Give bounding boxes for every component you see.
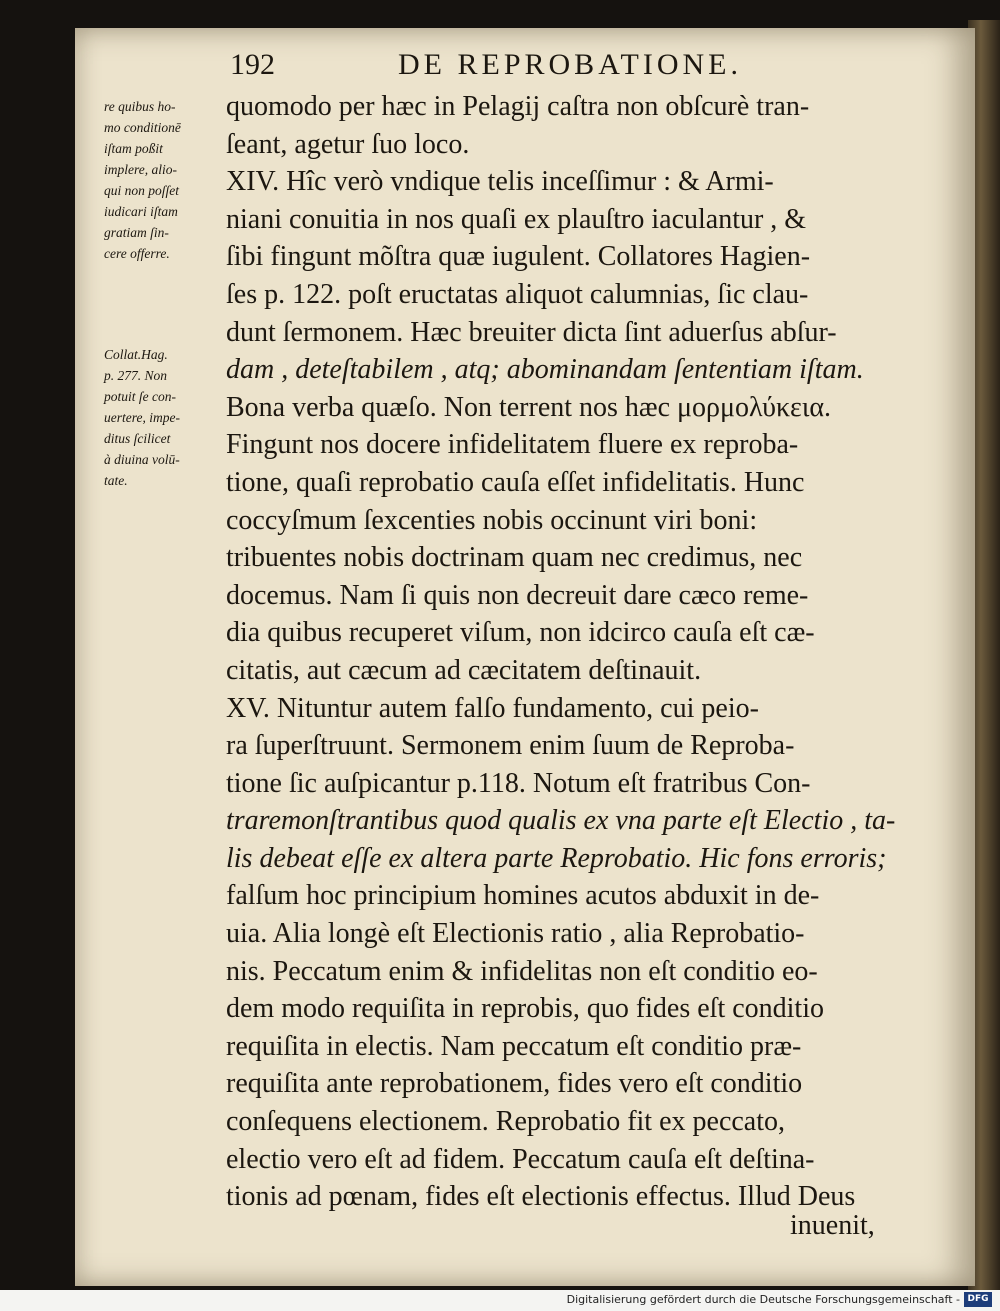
dfg-logo: DFG: [964, 1292, 992, 1307]
margin-note-line: à diuina volū-: [104, 452, 180, 467]
margin-note-line: cere offerre.: [104, 246, 170, 261]
text-line: electio vero eſt ad fidem. Peccatum cauſa eſt deſtina-: [226, 1143, 815, 1175]
text-line: uia. Alia longè eſt Electionis ratio , alia Reprobatio-: [226, 918, 805, 950]
margin-note-2: [104, 344, 214, 491]
text-line: Bona verba quæſo. Non terrent nos hæc μορμολύκεια.: [226, 391, 832, 423]
text-line: coccyſmum ſexcenties nobis occinunt viri boni:: [226, 504, 758, 536]
text-line: dem modo requiſita in reprobis, quo fides eſt conditio: [226, 993, 824, 1025]
margin-note-line: re quibus ho-: [104, 99, 176, 114]
text-line: tionis ad pœnam, fides eſt electionis effectus. Illud Deus: [226, 1181, 856, 1213]
margin-note-line: qui non poſſet: [104, 183, 179, 198]
text-line: citatis, aut cæcum ad cæcitatem deſtinauit.: [226, 654, 702, 686]
margin-note-line: ditus ſcilicet: [104, 431, 171, 446]
margin-note-line: Collat.Hag.: [104, 347, 168, 362]
text-line: XIV. Hîc verò vndique telis inceſſimur : & Armi-: [226, 166, 774, 198]
text-line: niani conuitia in nos quaſi ex plauſtro iaculantur , &: [226, 203, 807, 235]
page-header: [230, 48, 930, 88]
margin-note-line: mo conditionē: [104, 120, 181, 135]
text-line: falſum hoc principium homines acutos abduxit in de-: [226, 880, 820, 912]
margin-note-line: implere, alio-: [104, 162, 177, 177]
text-line: conſequens electionem. Reprobatio fit ex peccato,: [226, 1106, 786, 1138]
margin-note-line: gratiam ſin-: [104, 225, 169, 240]
text-line: nis. Peccatum enim & infidelitas non eſt conditio eo-: [226, 955, 818, 987]
main-text-block: [226, 88, 948, 1216]
text-line: tione ſic auſpicantur p.118. Notum eſt fratribus Con-: [226, 767, 811, 799]
margin-note-1: [104, 96, 214, 264]
text-line: XV. Nituntur autem falſo fundamento, cui peio-: [226, 692, 759, 724]
margin-note-line: potuit ſe con-: [104, 389, 176, 404]
margin-note-line: iſtam poßit: [104, 141, 163, 156]
text-line: quomodo per hæc in Pelagij caſtra non obſcurè tran-: [226, 91, 810, 122]
catchword: inuenit,: [790, 1210, 875, 1241]
text-line: requiſita ante reprobationem, fides vero eſt conditio: [226, 1068, 803, 1100]
text-line: ſes p. 122. poſt eructatas aliquot calumnias, ſic clau-: [226, 278, 809, 310]
text-line: dunt ſermonem. Hæc breuiter dicta ſint aduerſus abſur-: [226, 316, 837, 348]
text-line-italic: dam , deteſtabilem , atq; abominandam ſententiam iſtam.: [226, 354, 864, 386]
funding-credit: Digitalisierung gefördert durch die Deutsche Forschungsgemeinschaft -: [566, 1293, 960, 1306]
text-line: tribuentes nobis doctrinam quam nec credimus, nec: [226, 542, 803, 574]
text-line: ſeant, agetur ſuo loco.: [226, 128, 470, 160]
text-line: ra ſuperſtruunt. Sermonem enim ſuum de Reproba-: [226, 730, 795, 762]
text-line: ſibi fingunt mõſtra quæ iugulent. Collatores Hagien-: [226, 241, 811, 273]
text-line: requiſita in electis. Nam peccatum eſt conditio præ-: [226, 1030, 802, 1062]
margin-note-line: uertere, impe-: [104, 410, 180, 425]
text-line: dia quibus recuperet viſum, non idcirco cauſa eſt cæ-: [226, 617, 815, 649]
margin-note-line: tate.: [104, 473, 128, 488]
margin-note-line: iudicari iſtam: [104, 204, 178, 219]
running-title: DE REPROBATIONE.: [398, 48, 743, 81]
footer-bar: [0, 1290, 1000, 1311]
page-number: 192: [230, 48, 275, 81]
text-line: Fingunt nos docere infidelitatem fluere ex reproba-: [226, 429, 799, 461]
text-line: tione, quaſi reprobatio cauſa eſſet infidelitatis. Hunc: [226, 466, 805, 498]
text-line-italic: lis debeat eſſe ex altera parte Reprobatio. Hic fons erroris;: [226, 842, 887, 874]
text-line-italic: traremonſtrantibus quod qualis ex vna parte eſt Electio , ta-: [226, 805, 896, 837]
margin-note-line: p. 277. Non: [104, 368, 168, 383]
text-line: docemus. Nam ſi quis non decreuit dare cæco reme-: [226, 579, 809, 611]
